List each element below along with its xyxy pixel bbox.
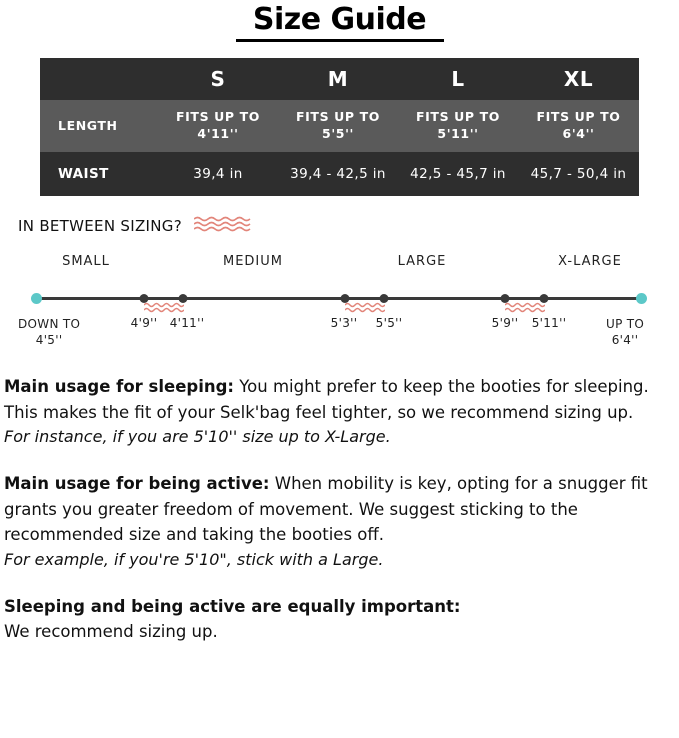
usage-notes [0,374,679,645]
in-between-sizing-row [18,216,679,236]
section-sleeping-italic: For instance, if you are 5'10'' size up to X-Large. [4,427,391,447]
section-sleeping [4,374,675,425]
section-active [4,471,675,548]
waist-cell-l: 42,5 - 45,7 in [398,152,518,196]
row-label-length: LENGTH [40,100,158,152]
length-cell-s [158,100,278,152]
length-cell-l-line1: FITS UP TO [416,109,500,125]
scale-start-label-line1: DOWN TO [18,317,81,331]
size-table [40,58,639,196]
spacer-1 [4,449,675,471]
scale-start-label-line2: 4'5'' [35,333,63,348]
title-underline [236,39,444,42]
scale-tick-label-6: 5'11'' [531,316,567,330]
section-active-italic: For example, if you're 5'10", stick with a Large. [4,549,384,569]
waist-cell-xl: 45,7 - 50,4 in [518,152,639,196]
table-row [40,100,639,152]
length-cell-l-line2: 5'11'' [437,126,479,141]
scale-tick-label-1: 4'9'' [130,316,158,330]
length-cell-s-line2: 4'11'' [197,126,239,141]
length-cell-s-line1: FITS UP TO [176,109,260,125]
column-header-xl: XL [518,58,639,100]
length-cell-xl-line1: FITS UP TO [536,109,621,125]
section-both [4,594,675,620]
scale-name-medium: MEDIUM [222,254,284,269]
section-active-heading: Main usage for being active: [4,474,270,494]
in-between-sizing-label: IN BETWEEN SIZING? [18,217,182,235]
waist-cell-s: 39,4 in [158,152,278,196]
scale-end-label [606,316,644,348]
page-title: Size Guide [252,2,427,37]
scale-tick-label-4: 5'5'' [375,316,403,330]
waist-cell-m: 39,4 - 42,5 in [278,152,398,196]
length-cell-m-line2: 5'5'' [322,126,354,141]
scale-start-label [18,316,80,348]
scale-end-label-line2: 6'4'' [611,333,639,348]
row-label-waist: WAIST [40,152,158,196]
scale-axis-line [36,297,643,300]
scale-tick-label-2: 4'11'' [169,316,205,330]
column-header-l: L [398,58,518,100]
length-cell-m [278,100,398,152]
section-both-text: We recommend sizing up. [4,622,218,642]
length-cell-xl-line2: 6'4'' [562,126,595,141]
length-cell-l [398,100,518,152]
scale-name-small: SMALL [62,254,110,269]
section-both-heading: Sleeping and being active are equally important: [4,596,461,616]
size-table-wrap [40,58,639,196]
section-active-text: When mobility is key, opting for a snugger fit grants you greater freedom of movement. We suggest sticking to the recommended size and taking the booties off. [4,474,648,545]
scale-end-label-line1: UP TO [606,317,645,331]
column-header-m: M [278,58,398,100]
table-header-row [40,58,639,100]
squiggle-icon [194,216,252,236]
table-row [40,152,639,196]
length-cell-xl [518,100,639,152]
scale-tick-label-5: 5'9'' [491,316,519,330]
scale-name-large: LARGE [397,254,447,269]
scale-end-cap [636,293,647,304]
scale-tick-label-3: 5'3'' [330,316,358,330]
column-header-s: S [158,58,278,100]
length-cell-m-line1: FITS UP TO [296,109,380,125]
size-scale [18,254,651,364]
scale-name-xlarge: X-LARGE [558,254,622,269]
scale-start-cap [31,293,42,304]
section-sleeping-text: You might prefer to keep the booties for sleeping. This makes the fit of your Selk'bag feel tighter, so we recommend sizing up. [4,377,649,422]
spacer-2 [4,572,675,594]
page-title-wrap [0,0,679,42]
table-corner-cell [40,58,158,100]
scale-size-names [28,254,651,274]
section-sleeping-heading: Main usage for sleeping: [4,377,235,396]
